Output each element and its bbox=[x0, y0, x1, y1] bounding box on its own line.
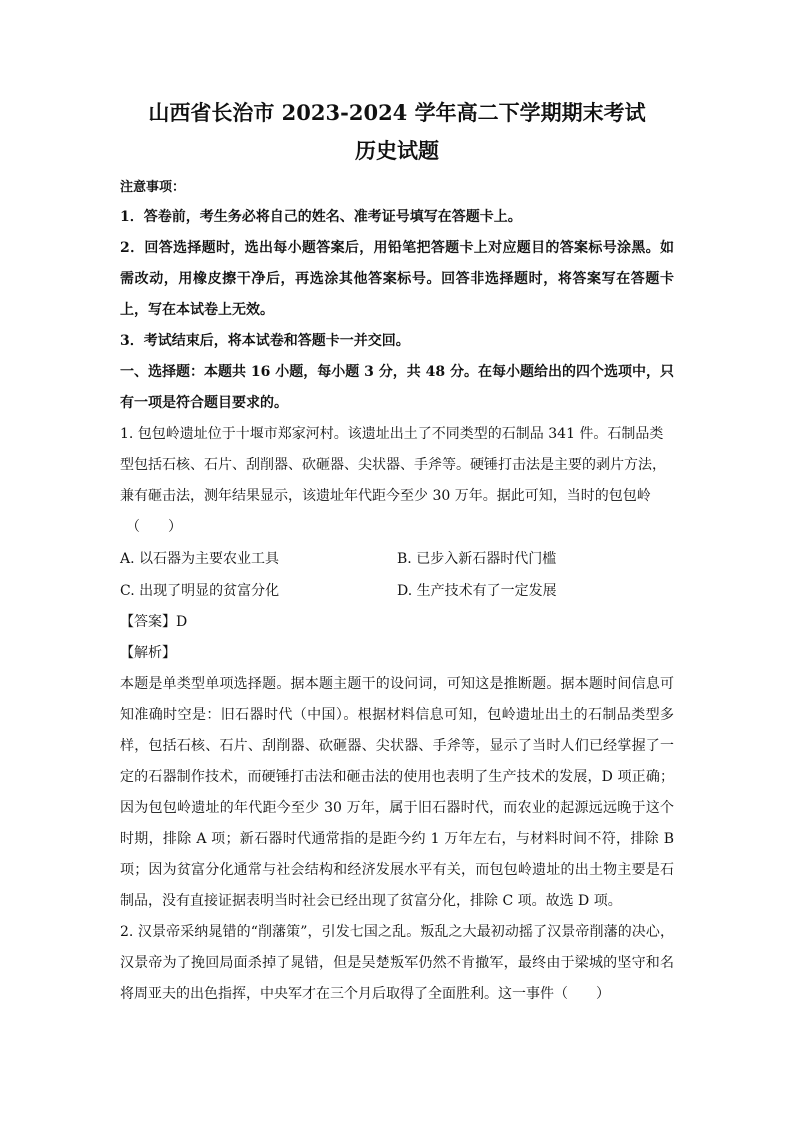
section-heading: 一、选择题：本题共 16 小题，每小题 3 分，共 48 分。在每小题给出的四个选项中，只有一项是符合题目要求的。 bbox=[120, 364, 674, 411]
notes-heading: 注意事项： bbox=[120, 180, 186, 195]
page-title: 山西省长治市 2023-2024 学年高二下学期期末考试 bbox=[148, 100, 646, 125]
option-c: C. 出现了明显的贫富分化 bbox=[120, 583, 280, 599]
question-1-stem: 1. 包包岭遗址位于十堰市郑家河村。该遗址出土了不同类型的石制品 341 件。石制品类型包括石核、石片、刮削器、砍砸器、尖状器、手斧等。硬锤打击法是主要的剥片方法，兼有砸击法，测年结果显示，该遗址年代距今至少 30 万年。据此可知，当时的包包岭 bbox=[120, 426, 666, 504]
option-b: B. 已步入新石器时代门槛 bbox=[397, 551, 557, 567]
question-1-analysis: 本题是单类型单项选择题。据本题主题干的设问词，可知这是推断题。据本题时间信息可知准确时空是：旧石器时代（中国）。根据材料信息可知，包岭遗址出土的石制品类型多样，包括石核、石片、刮削器、砍砸器、尖状器、手斧等，显示了当时人们已经掌握了一定的石器制作技术，而硬锤打击法和砸击法的使用也表明了生产技术的发展，D 项正确；因为包包岭遗址的年代距今至少 30 万年，属于旧石器时代，而农业的起源远远晚于这个时期，排除 A 项；新石器时代通常指的是距今约 1 万年左右，与材料时间不符，排除 B 项；因为贫富分化通常与社会结构和经济发展水平有关，而包包岭遗址的出土物主要是石制品，没有直接证据表明当时社会已经出现了贫富分化，排除 C 项。故选 D 项。 bbox=[120, 676, 674, 909]
question-1-analysis-heading: 【解析】 bbox=[120, 645, 176, 661]
page-subtitle: 历史试题 bbox=[355, 138, 439, 163]
question-1-paren: （ ） bbox=[126, 519, 182, 535]
option-a: A. 以石器为主要农业工具 bbox=[120, 551, 280, 567]
option-d: D. 生产技术有了一定发展 bbox=[397, 583, 557, 599]
note-item-1: 1．答卷前，考生务必将自己的姓名、准考证号填写在答题卡上。 bbox=[120, 209, 522, 225]
question-2-stem: 2. 汉景帝采纳晁错的“削藩策”，引发七国之乱。叛乱之大最初动摇了汉景帝削藩的决心，汉景帝为了挽回局面杀掉了晁错，但是吴楚叛军仍然不肯撤军，最终由于梁城的坚守和名将周亚夫的出色指挥，中央军才在三个月后取得了全面胜利。这一事件（ ） bbox=[120, 924, 674, 1002]
note-item-3: 3．考试结束后，将本试卷和答题卡一并交回。 bbox=[120, 333, 410, 349]
question-1-options bbox=[120, 543, 674, 607]
question-1-answer: 【答案】D bbox=[120, 614, 188, 630]
note-item-2: 2．回答选择题时，选出每小题答案后，用铅笔把答题卡上对应题目的答案标号涂黑。如需改动，用橡皮擦干净后，再选涂其他答案标号。回答非选择题时，将答案写在答题卡上，写在本试卷上无效。 bbox=[120, 240, 674, 318]
